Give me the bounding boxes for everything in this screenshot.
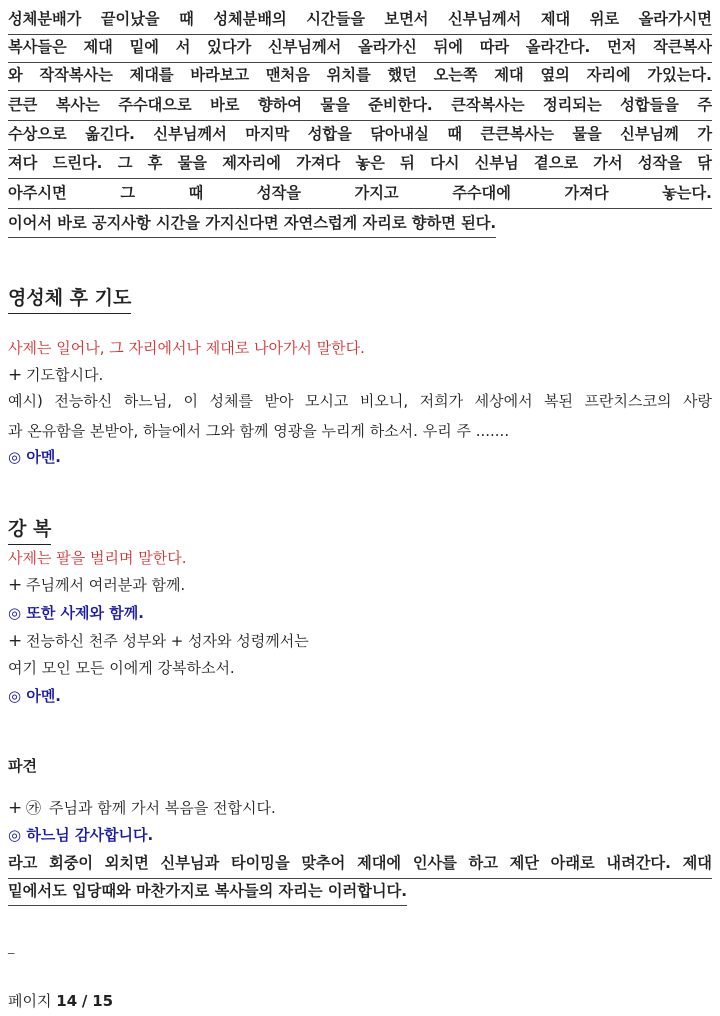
response-symbol-icon: ◎: [8, 448, 22, 466]
page-current: 14: [56, 992, 78, 1010]
word: 시간들을: [306, 10, 365, 28]
word: 물을: [572, 125, 602, 143]
top-paragraph-line: [8, 90, 712, 121]
example-line-2: 과 온유함을 본받아, 하늘에서 그와 함께 영광을 누리게 하소서. 우리 주 .......: [8, 422, 510, 440]
page-label: 페이지: [8, 992, 52, 1010]
word: 성작을: [256, 184, 301, 202]
word: 아주시면: [8, 184, 67, 202]
word: 가져다: [564, 184, 609, 202]
word: 때: [188, 184, 204, 202]
word: 드린다.: [52, 154, 103, 172]
word: 따라: [479, 38, 510, 56]
word: 그: [117, 154, 133, 172]
cross-icon: +: [8, 798, 23, 818]
response-text: 또한 사제와 함께.: [26, 604, 144, 622]
page-total: 15: [92, 992, 114, 1010]
response-line: [8, 446, 61, 468]
word: 예시): [8, 392, 43, 410]
word: 서: [175, 38, 191, 56]
cross-icon: +: [8, 631, 23, 651]
word: 때: [179, 10, 194, 28]
word: 큰큰복사는: [480, 125, 554, 143]
word: 모시고: [304, 392, 349, 410]
response-line: [8, 824, 153, 846]
word: 준비한다.: [368, 96, 433, 114]
circled-mark-icon: ㉮: [26, 799, 42, 817]
word: 맨처음: [265, 66, 310, 84]
word: 회중이: [49, 854, 94, 872]
priest-line: [8, 630, 309, 652]
word: 복된: [544, 392, 574, 410]
dismissal-note-line-2: [8, 876, 407, 906]
response-text: 아멘.: [26, 687, 62, 705]
section-heading-communion-prayer: 영성체 후 기도: [8, 284, 131, 314]
section-heading-dismissal: 파견: [8, 757, 37, 775]
word: 올라가신: [358, 38, 417, 56]
word: 주수대으로: [118, 96, 192, 114]
word: 큰큰: [8, 96, 38, 114]
word: 정리되는: [543, 96, 602, 114]
word: 인사를: [412, 854, 457, 872]
word: 뒤: [400, 154, 415, 172]
word: 복사는: [55, 96, 100, 114]
word: 향하여: [257, 96, 302, 114]
paragraph-line-text: 이어서 바로 공지사항 시간을 가지신다면 자연스럽게 자리로 향하면 된다.: [8, 209, 496, 238]
word: 물을: [320, 96, 350, 114]
word: 받아: [264, 392, 294, 410]
priest-line-text: 주님과 함께 가서 복음을 전합시다.: [49, 799, 276, 817]
response-line: [8, 685, 61, 707]
word: 프란치스코의: [584, 392, 672, 410]
word: 가있는다.: [647, 66, 712, 84]
word: 주: [697, 96, 712, 114]
priest-line-continued: 여기 모인 모든 이에게 강복하소서.: [8, 659, 235, 677]
rubric-text: 사제는 일어나, 그 자리에서나 제대로 나아가서 말한다.: [8, 339, 365, 357]
word: 신부님과: [160, 854, 220, 872]
rubric-text: 사제는 팔을 벌리며 말한다.: [8, 549, 187, 567]
word: 복사들은: [8, 38, 67, 56]
word: 가서: [593, 154, 623, 172]
word: 신부님께: [620, 125, 679, 143]
word: 성체분배가: [8, 10, 82, 28]
word: 있다가: [207, 38, 252, 56]
page-separator: /: [81, 992, 88, 1010]
top-paragraph-line: [8, 119, 712, 150]
word: 가: [697, 125, 712, 143]
response-text: 하느님 감사합니다.: [26, 826, 154, 844]
word: 닦아내실: [370, 125, 429, 143]
page-number: [8, 990, 113, 1012]
word: 끝이났을: [100, 10, 160, 28]
word: 제단: [509, 854, 539, 872]
word: 올라가시면: [638, 10, 712, 28]
word: 하느님,: [123, 392, 173, 410]
word: 외치면: [104, 854, 149, 872]
word: 와: [8, 66, 23, 84]
priest-line: [8, 797, 276, 819]
word: 위치를: [326, 66, 371, 84]
word: 오는쪽: [433, 66, 478, 84]
word: 곁으로: [534, 154, 579, 172]
word: 밑에: [129, 38, 159, 56]
word: 사랑: [682, 392, 712, 410]
word: 바로: [210, 96, 240, 114]
word: 뒤에: [433, 38, 463, 56]
word: 놓는다.: [662, 184, 712, 202]
response-text: 아멘.: [26, 448, 62, 466]
word: 전능하신: [54, 392, 113, 410]
word: 제자리에: [222, 154, 281, 172]
word: 작큰복사: [653, 38, 712, 56]
response-symbol-icon: ◎: [8, 687, 22, 705]
word: 신부님께서: [267, 38, 342, 56]
top-paragraph-line: [8, 60, 712, 91]
priest-line-text: 주님께서 여러분과 함께.: [26, 576, 186, 594]
word: 제대를: [129, 66, 174, 84]
word: 세상에서: [474, 392, 533, 410]
word: 신부님께서: [447, 10, 522, 28]
word: 마지막: [245, 125, 290, 143]
response-line: [8, 602, 144, 624]
word: 아래로: [550, 854, 595, 872]
top-paragraph-line: [8, 148, 712, 179]
top-paragraph-line: [8, 178, 712, 209]
word: 놓은: [355, 154, 385, 172]
word: 자리에: [586, 66, 631, 84]
example-line-1: [8, 388, 712, 414]
word: 하고: [468, 854, 498, 872]
footer-dash: _: [8, 940, 15, 955]
word: 닦: [697, 154, 712, 172]
word: 가져다: [296, 154, 341, 172]
word: 제대에: [357, 854, 402, 872]
word: 져다: [8, 154, 38, 172]
word: 옮긴다.: [85, 125, 135, 143]
word: 위로: [589, 10, 620, 28]
word: 제대: [83, 38, 113, 56]
paragraph-line-text: 밑에서도 입당때와 마찬가지로 복사들의 자리는 이러합니다.: [8, 877, 407, 906]
word: 신부님께서: [153, 125, 227, 143]
word: 가지고: [354, 184, 399, 202]
priest-line-text: 기도합시다.: [26, 366, 104, 384]
word: 신부님: [474, 154, 519, 172]
word: 올라간다.: [525, 38, 591, 56]
word: 제대: [540, 10, 571, 28]
word: 수상으로: [8, 125, 67, 143]
priest-line-text: 전능하신 천주 성부와 + 성자와 성령께서는: [26, 632, 309, 650]
word: 성작을: [637, 154, 682, 172]
word: 성체를: [209, 392, 253, 410]
priest-line: [8, 574, 185, 596]
cross-icon: +: [8, 365, 23, 385]
section-heading-blessing: 강 복: [8, 515, 51, 545]
word: 성체분배의: [213, 10, 287, 28]
word: 바라보고: [190, 66, 250, 84]
word: 옆의: [540, 66, 570, 84]
word: 보면서: [384, 10, 429, 28]
word: 다시: [430, 154, 460, 172]
word: 내려간다.: [606, 854, 671, 872]
word: 물을: [177, 154, 207, 172]
word: 저희가: [419, 392, 464, 410]
word: 타이밍을: [230, 854, 290, 872]
response-symbol-icon: ◎: [8, 604, 22, 622]
word: 맞추어: [301, 854, 346, 872]
cross-icon: +: [8, 575, 23, 595]
top-paragraph-line: [8, 4, 712, 35]
word: 라고: [8, 854, 38, 872]
word: 그: [120, 184, 135, 202]
word: 제대: [494, 66, 524, 84]
word: 성합들을: [620, 96, 679, 114]
dismissal-note-line-1: [8, 848, 712, 879]
word: 후: [147, 154, 163, 172]
word: 제대: [682, 854, 712, 872]
word: 작작복사는: [39, 66, 113, 84]
word: 이: [183, 392, 199, 410]
word: 성합을: [307, 125, 352, 143]
response-symbol-icon: ◎: [8, 826, 22, 844]
top-paragraph-last-line: [8, 208, 496, 238]
word: 비오니,: [359, 392, 409, 410]
word: 먼저: [607, 38, 637, 56]
word: 큰작복사는: [451, 96, 525, 114]
top-paragraph-line: [8, 32, 712, 63]
word: 했던: [387, 66, 417, 84]
word: 주수대에: [452, 184, 511, 202]
word: 때: [447, 125, 463, 143]
priest-line: [8, 364, 103, 386]
